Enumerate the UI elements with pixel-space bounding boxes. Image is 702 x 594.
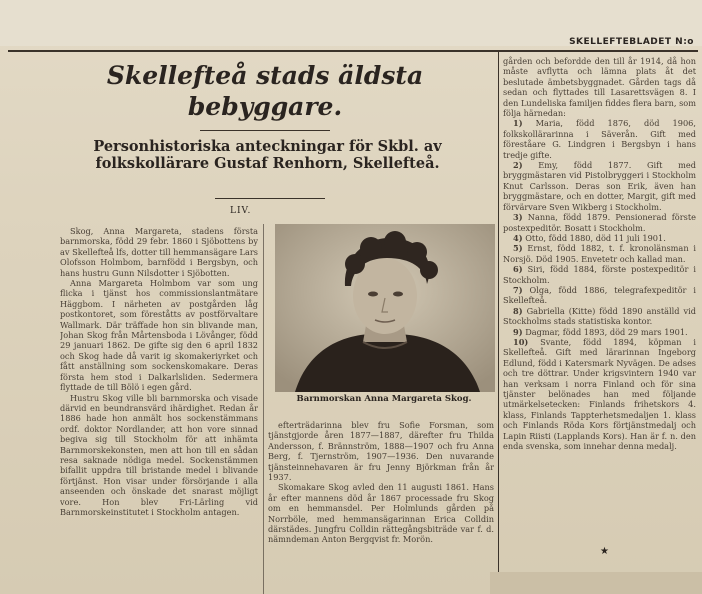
page-edge [490,572,702,594]
column-divider-left [263,224,264,594]
item-text: Gabriella (Kitte) född 1890 anställd vid Stockholms stads statistiska kontor. [503,305,696,327]
title-line-1: Skellefteå stads äldsta [106,61,424,90]
middle-column [268,420,494,594]
list-item [503,243,696,264]
item-text: Dagmar, född 1893, död 29 mars 1901. [525,326,688,337]
item-number: 3) [513,212,523,223]
list-item [503,212,696,233]
item-text: Ernst, född 1882, t. f. kronolänsman i Norsjö. Död 1905. Envetetr och kallad man. [503,243,696,264]
item-text: Maria, född 1876, död 1906, folkskollärarinna i Säverån. Gift med föreståare G. Lindgren i Bergsbyn i hans tredje gifte. [503,118,696,160]
list-item [503,327,696,337]
paragraph: gården och befordde den till år 1914, då hon måste avflytta och lämna plats åt det beslutade ämbetsbyggnadet. Gården tags då sedan och flyttades till Lasarettsvägen 8. I den Lundeliska familjen fiddes flera barn, som följa härnedan: [503,56,696,119]
item-text: Olga, född 1886, telegrafexpeditör i Skellefteå. [503,284,696,306]
right-column [503,56,696,542]
article-title [60,60,470,122]
item-text: Emy, född 1877. Gift med bryggmästaren vid Pistolbryggeri i Stockholm Knut Carlsson. Deras son Erik, även han bryggmästare, och en dotter, Margit, gift med förvärvare Sven Wikberg i Stockholm. [503,160,696,212]
item-text: Otto, född 1880, död 11 juli 1901. [525,232,666,243]
list-item [503,233,696,243]
list-item [503,264,696,285]
item-number: 2) [513,160,523,171]
article-subtitle: Personhistoriska anteckningar för Skbl. av folkskollärare Gustaf Renhorn, Skellefteå. [93,138,442,172]
paragraph: Hustru Skog ville bli barnmorska och visade därvid en beundransvärd ihärdighet. Redan år 1886 hade hon anmält hos sockenstämmans ordf. doktor Nordlander, att hon vore sinnad begiva sig till Stockholm för att inhämta Barnmorskekonsten, men att hon till en sådan resa saknade nödiga medel. Sockenstämmen bifallit uppdra till bristande medel i blivande förtjänst. Hon visar under försörjande i alla anseenden och önskade det snarast möjligt vore. Hon blev Fri-Lärling vid Barnmorskeinstitutet i Stockholm antagen. [60,392,258,517]
item-number: 6) [513,264,523,275]
portrait-image [275,224,495,392]
list-item [503,118,696,160]
title-rule [200,130,330,131]
paragraph: Skomakare Skog avled den 11 augusti 1861. Hans år efter mannens död år 1867 processade fru Skog om en hemmansdel. Per Holmlunds gården på Norrböle, med hemmansägarinnan Erica Colldin därstädes. Jungfru Colldin rättegångsbiträde var f. d. nämndeman Anton Bergqvist fr. Morön. [268,482,494,545]
item-text: Nanna, född 1879. Pensionerad förste postexpeditör. Bosatt i Stockholm. [503,212,696,233]
subtitle-rule [215,198,325,199]
list-item [503,306,696,327]
newspaper-masthead: SKELLEFTEBLADET N:o [569,37,694,47]
top-rule [8,50,698,52]
item-number: 4) [513,232,523,243]
item-number: 5) [513,243,523,254]
list-item [503,337,696,451]
item-text: Svante, född 1894, köpman i Skellefteå. Gift med lärarinnan Ingeborg Edlund, född i Katersmark Nyvägen. De adses och tre döttrar. Under krigsvintern 1940 var han verksam i norra Finland och för sina tjänster belönades han med följande utmärkelsetecken: Finlands frihetskors 4. klass, Finlands Tappterhetsmedaljen 1. klass och Finlands Röda Kors förtjänstmedalj och Lapin Riisti (Lapplands Kors). Han är f. n. den enda svenska, som innehar denna medalj. [503,336,696,452]
paragraph: efterträdarinna blev fru Sofie Forsman, som tjänstgjorde åren 1877—1887, därefter fru Thilda Andersson, f. Brännström, 1888—1907 och fru Anna Berg, f. Tjernström, 1907—1936. Den nuvarande tjänsteinnehavaren är fru Jenny Björkman från år 1937. [268,420,494,483]
item-number: 9) [513,326,523,337]
left-column [60,226,258,594]
column-divider-main [498,52,499,572]
item-number: 7) [513,284,523,295]
article-sequence-number: LIV. [230,206,252,216]
item-number: 1) [513,118,523,129]
end-star-icon: ★ [600,546,609,557]
item-number: 8) [513,305,523,316]
photo-caption: Barnmorskan Anna Margareta Skog. [296,394,472,404]
list-item [503,285,696,306]
item-number: 10) [513,336,529,347]
paragraph: Anna Margareta Holmbom var som ung flicka i tjänst hos commissionslantmätare Häggbom. I närheten av postgården låg postkontoret, som föreståtts av postförvaltare Wallmark. Där träffade hon sin blivande man, Johan Skog från Mårtensboda i Lövånger, född 29 januari 1862. De gifte sig den 6 april 1832 och Skog hade då varit ig skomakeriyrket och fått anställning som sockenskomakare. Deras första hem stod i Dalkarlsliden. Sedermera flyttade de till Bölö i egen gård. [60,278,258,393]
portrait-photo [275,224,495,392]
paragraph: Skog, Anna Margareta, stadens första barnmorska, född 29 febr. 1860 i Sjöbottens by av Skellefteå lfs, dotter till hemmansägare Lars Olofsson Holmbom, barnfödd i Bergsbyn, och hans hustru Gunn Nilsdotter i Sjöbotten. [60,226,258,278]
item-text: Siri, född 1884, förste postexpeditör i Stockholm. [503,264,696,285]
title-line-2: bebyggare. [187,92,343,121]
list-item [503,160,696,212]
